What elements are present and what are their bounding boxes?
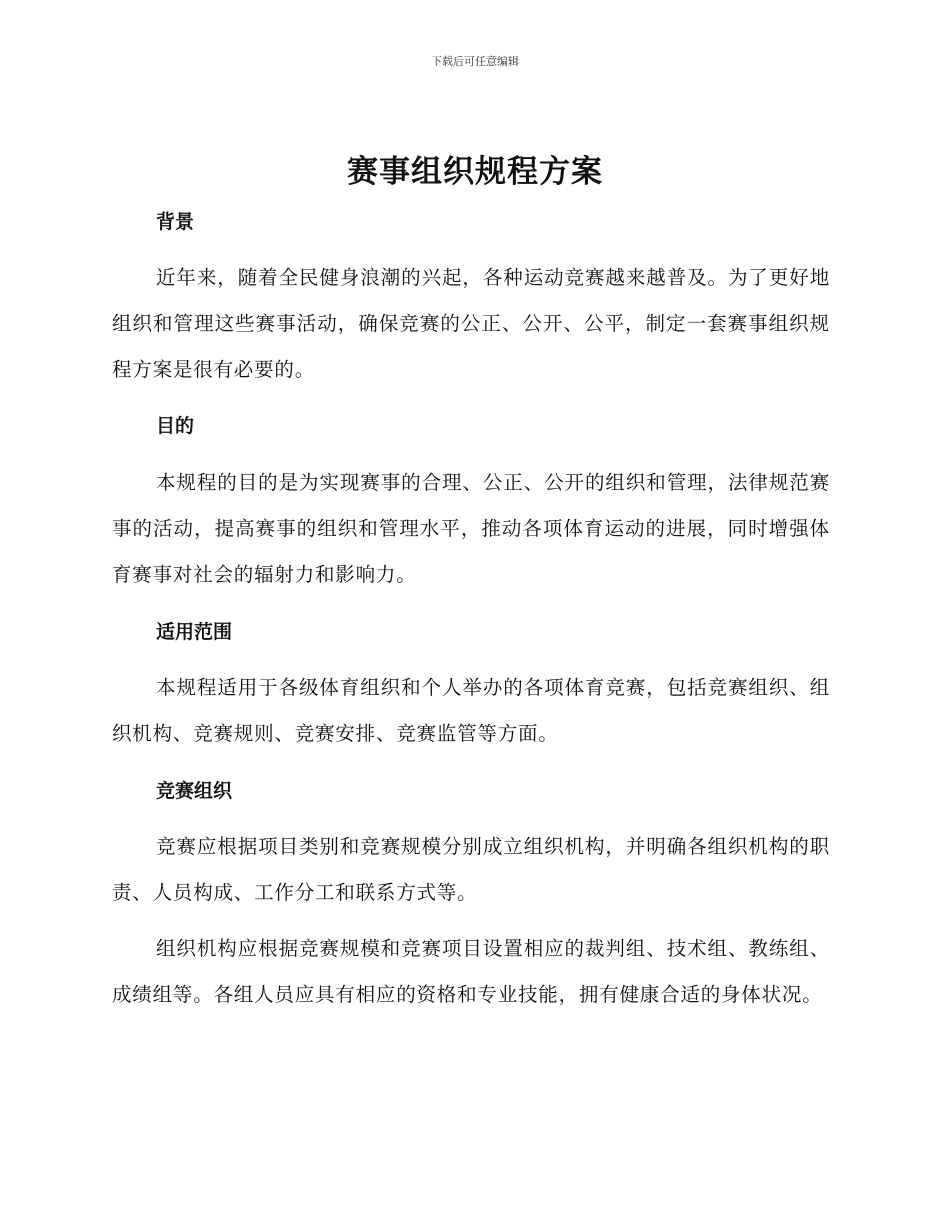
- document-title: 赛事组织规程方案: [347, 154, 603, 190]
- background-paragraph: 近年来，随着全民健身浪潮的兴起，各种运动竞赛越来越普及。为了更好地组织和管理这些赛事活动，确保竞赛的公正、公开、公平，制定一套赛事组织规程方案是很有必要的。: [112, 266, 830, 381]
- page-header-note: 下载后可任意编辑: [431, 55, 519, 68]
- section-heading-scope: 适用范围: [156, 621, 233, 643]
- competition-organization-paragraph-2: 组织机构应根据竞赛规模和竞赛项目设置相应的裁判组、技术组、教练组、成绩组等。各组人员应具有相应的资格和专业技能，拥有健康合适的身体状况。: [112, 937, 830, 1006]
- section-heading-purpose: 目的: [156, 415, 195, 437]
- section-heading-background: 背景: [156, 211, 195, 233]
- purpose-paragraph: 本规程的目的是为实现赛事的合理、公正、公开的组织和管理，法律规范赛事的活动，提高赛事的组织和管理水平，推动各项体育运动的进展，同时增强体育赛事对社会的辐射力和影响力。: [112, 471, 830, 586]
- competition-organization-paragraph-1: 竞赛应根据项目类别和竞赛规模分别成立组织机构，并明确各组织机构的职责、人员构成、工作分工和联系方式等。: [112, 835, 830, 904]
- scope-paragraph: 本规程适用于各级体育组织和个人举办的各项体育竞赛，包括竞赛组织、组织机构、竞赛规则、竞赛安排、竞赛监管等方面。: [112, 676, 830, 745]
- section-heading-competition-organization: 竞赛组织: [156, 780, 233, 802]
